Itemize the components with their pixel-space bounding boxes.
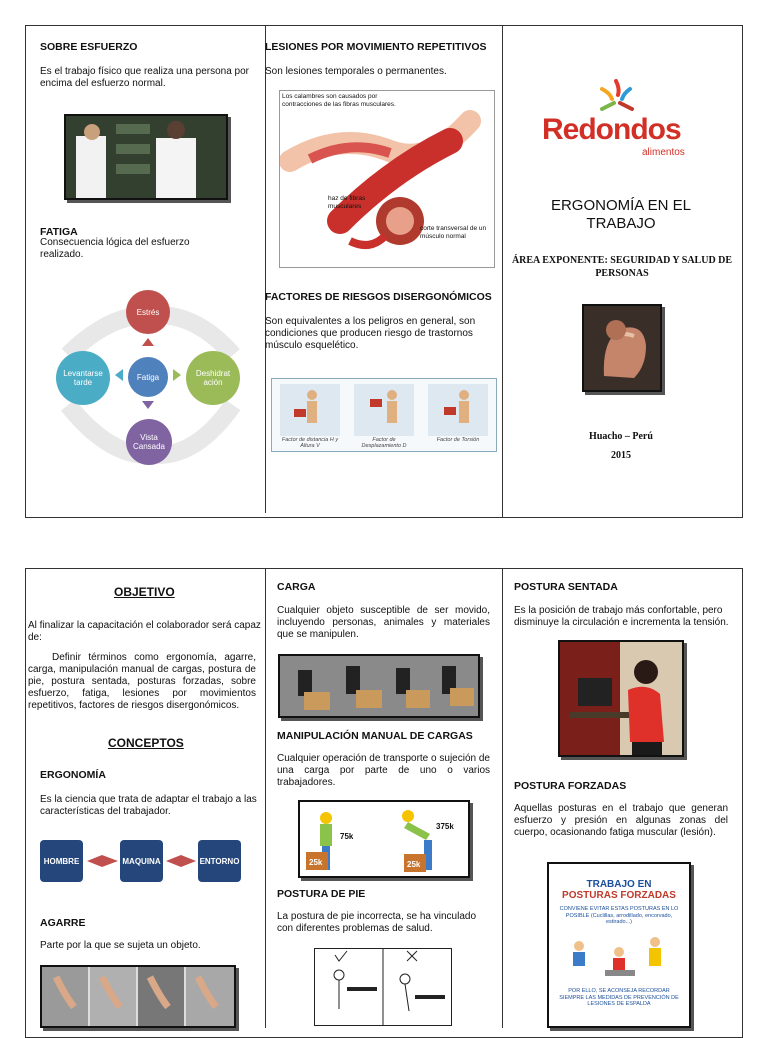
standing-posture-illustration [315,949,451,1025]
carga-text: Cualquier objeto susceptible de ser movido, incluyendo personas, animales y materiales que se manipulen. [277,605,490,640]
postura-forzadas-text: Aquellas posturas en el trabajo que generan esfuerzo y presión en algunas zonas del cuerpo, ocasionando fatiga muscular (lesión). [514,803,728,838]
muscle-figure [279,90,495,268]
figure-label-1: Los calambres son causados por contracciones de las fibras musculares. [282,93,396,108]
weight-label-2: 375k [436,822,454,831]
workers-illustration [66,116,226,198]
brochure-title: ERGONOMÍA EN EL TRABAJO [550,197,692,232]
lifting-illustration [280,656,478,716]
mmc-text: Cualquier operación de transporte o sujeción de una carga por parte de uno o varios trabajadores. [277,753,490,788]
postura-pie-text: La postura de pie incorrecta, se ha vinculado con diferentes problemas de salud. [277,911,477,934]
postura-sentada-title: POSTURA SENTADA [514,581,618,593]
poster-footer: POR ELLO, SE ACONSEJA RECORDAR SIEMPRE LAS MEDIDAS DE PREVENCIÓN DE LESIONES DE ESPALDA [559,988,679,1007]
node-fatiga: Fatiga [128,357,168,397]
box-entorno: ENTORNO [198,840,241,882]
node-estres: Estrés [126,290,170,334]
forced-postures-poster [547,862,691,1028]
redondos-logo [540,75,696,165]
lesiones-title: LESIONES POR MOVIMIENTO REPETITIVOS [265,41,487,53]
fatiga-text: Consecuencia lógica del esfuerzo realizado. [40,237,190,260]
column-divider [502,568,503,1028]
agarre-title: AGARRE [40,917,86,929]
postura-sentada-text: Es la posición de trabajo más confortable, pero disminuye la circulación e incrementa la tensión. [514,605,729,628]
objetivo-intro: Al finalizar la capacitación el colaborador será capaz de: [28,620,261,643]
logo-subtext: alimentos [642,147,685,158]
objetivo-title: OBJETIVO [114,585,175,599]
box-maquina: MAQUINA [120,840,163,882]
agarre-text: Parte por la que se sujeta un objeto. [40,940,201,951]
node-deshidratacion: Deshidrat ación [186,351,240,405]
logo-mark-icon [540,75,696,115]
risk-caption-1: Factor de distancia H y Altura V [281,437,339,449]
objetivo-text [28,652,256,712]
lifting-comparison-figure [298,800,470,878]
poster-title-line-1: TRABAJO EN [586,879,652,890]
figure-label-2: haz de fibras musculares [328,195,366,210]
seated-worker-illustration [560,642,682,755]
logo-text: Redondos [542,113,681,146]
sobre-esfuerzo-title: SOBRE ESFUERZO [40,41,138,53]
poster-subtitle: CONVIENE EVITAR ESTAS POSTURAS EN LO POSIBLE (Cuclillas, arrodillado, encorvado, estirado...) [559,906,679,925]
lifting-comparison-illustration [300,802,468,876]
seated-posture-photo [558,640,684,757]
column-divider [502,25,503,518]
factores-title: FACTORES DE RIESGOS DISERGONÓMICOS [265,291,492,303]
standing-posture-figure [314,948,452,1026]
grip-illustration [42,967,234,1026]
postura-forzadas-title: POSTURA FORZADAS [514,780,627,792]
fatigue-diagram [48,285,253,480]
lesiones-text: Son lesiones temporales o permanentes. [265,66,447,77]
year: 2015 [611,450,631,461]
mmc-title: MANIPULACIÓN MANUAL DE CARGAS [277,730,473,742]
carga-title: CARGA [277,581,316,593]
factores-text: Son equivalentes a los peligros en general, son condiciones que producen riesgo de trastornos músculo esquelético. [265,316,476,351]
column-divider [265,568,266,1028]
postura-pie-title: POSTURA DE PIE [277,888,366,900]
diagram-connectors [40,838,242,884]
box-hombre: HOMBRE [40,840,83,882]
posture-illustration [584,306,660,390]
risk-caption-3: Factor de Torsión [436,437,480,443]
objetivo-text-content: Definir términos como ergonomía, agarre, carga, manipulación manual de cargas, postura de pie, postura sentada, posturas forzadas, sobre esfuerzo, fatiga, lesiones por movimientos repetitivos, factores de riesgos disergonómicos. [28,652,256,711]
weight-label-3: 25k [309,858,323,867]
ergonomia-text: Es la ciencia que trata de adaptar el trabajo a las características del trabajador. [40,794,257,817]
risk-factors-figure [271,378,497,452]
node-vista-cansada: Vista Cansada [126,419,172,465]
workers-photo [64,114,228,200]
area-exponente: ÁREA EXPONENTE: SEGURIDAD Y SALUD DE PERSONAS [511,255,733,279]
sobre-esfuerzo-text: Es el trabajo físico que realiza una persona por encima del esfuerzo normal. [40,66,250,89]
posture-photo [582,304,662,392]
column-divider [265,25,266,513]
risk-figures-illustration [272,379,496,439]
location: Huacho – Perú [589,431,653,442]
ergonomia-title: ERGONOMÍA [40,769,106,781]
carga-photos [278,654,480,718]
fatiga-title: FATIGA [40,226,78,238]
agarre-photos [40,965,236,1028]
poster-illustration [549,930,689,980]
risk-caption-2: Factor de Desplazamiento D [361,437,407,449]
node-levantarse-tarde: Levantarse tarde [56,351,110,405]
conceptos-title: CONCEPTOS [108,736,184,750]
muscle-illustration [280,91,494,267]
weight-label-4: 25k [407,860,421,869]
figure-label-3: corte transversal de un músculo normal [420,225,487,240]
poster-title-line-2: POSTURAS FORZADAS [562,890,676,901]
ergonomia-diagram [40,838,242,884]
weight-label-1: 75k [340,832,354,841]
